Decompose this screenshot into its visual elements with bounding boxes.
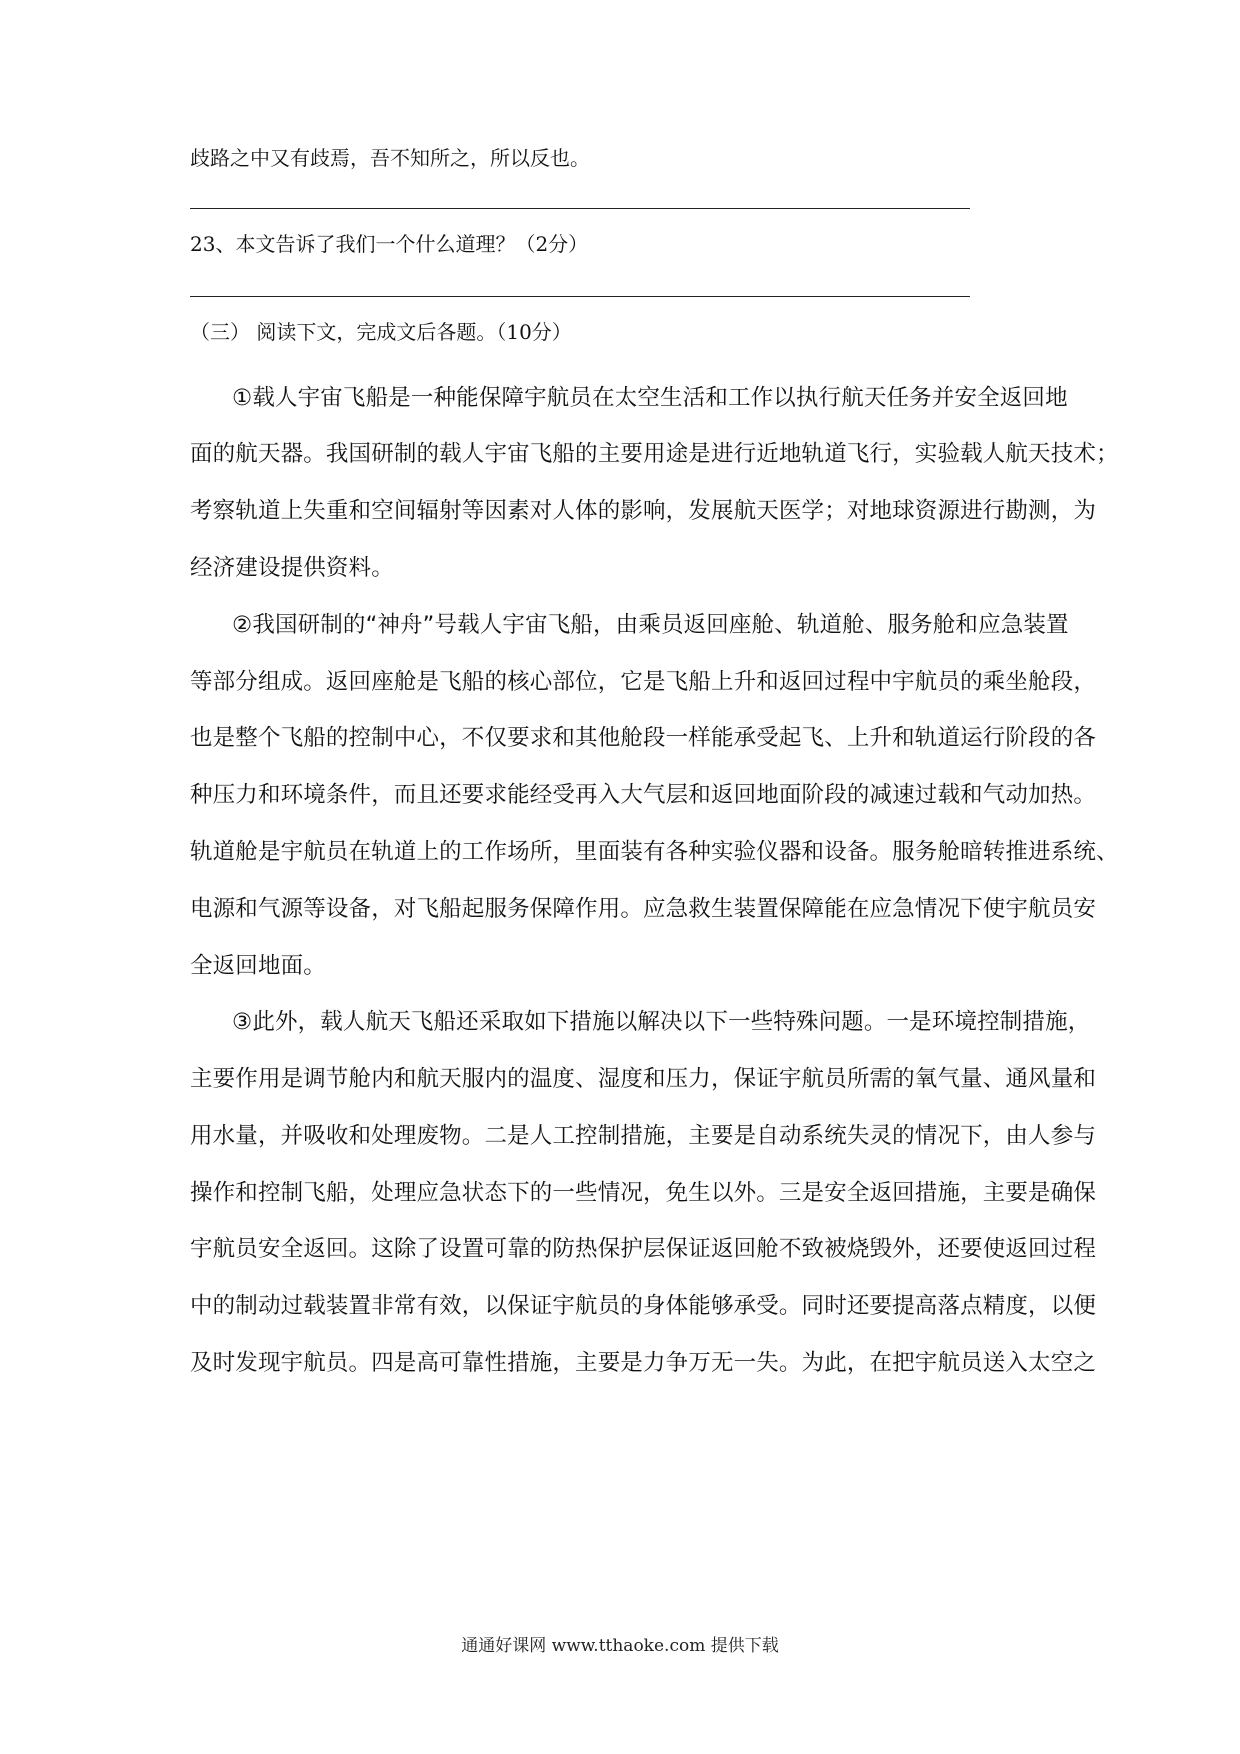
page-footer: 通通好课网 www.tthaoke.com 提供下载	[461, 1636, 779, 1656]
paragraph-1-line-4: 经济建设提供资料。	[190, 555, 394, 581]
paragraph-1-line-2: 面的航天器。我国研制的载人宇宙飞船的主要用途是进行近地轨道飞行，实验载人航天技术；	[190, 441, 1119, 467]
paragraph-3-line-5: 宇航员安全返回。这除了设置可靠的防热保护层保证返回舱不致被烧毁外，还要使返回过程	[190, 1236, 1097, 1262]
paragraph-2-line-1: ②我国研制的“神舟”号载人宇宙飞船，由乘员返回座舱、轨道舱、服务舱和应急装置	[232, 612, 1069, 638]
paragraph-1-line-1: ①载人宇宙飞船是一种能保障宇航员在太空生活和工作以执行航天任务并安全返回地	[232, 385, 1068, 411]
paragraph-2-line-6: 电源和气源等设备，对飞船起服务保障作用。应急救生装置保障能在应急情况下使宇航员安	[190, 896, 1097, 922]
paragraph-2-line-4: 种压力和环境条件，而且还要求能经受再入大气层和返回地面阶段的减速过载和气动加热。	[190, 782, 1097, 808]
paragraph-1-line-3: 考察轨道上失重和空间辐射等因素对人体的影响，发展航天医学；对地球资源进行勘测，为	[190, 498, 1097, 524]
question-23: 23、本文告诉了我们一个什么道理？（2分）	[190, 232, 589, 256]
paragraph-3-line-2: 主要作用是调节舱内和航天服内的温度、湿度和压力，保证宇航员所需的氧气量、通风量和	[190, 1066, 1097, 1092]
paragraph-3-line-4: 操作和控制飞船，处理应急状态下的一些情况，免生以外。三是安全返回措施，主要是确保	[190, 1180, 1097, 1206]
paragraph-3-line-1: ③此外，载人航天飞船还采取如下措施以解决以下一些特殊问题。一是环境控制措施，	[232, 1009, 1091, 1035]
answer-line-23	[190, 296, 970, 297]
section-3-heading: （三） 阅读下文，完成文后各题。（10分）	[190, 320, 572, 344]
paragraph-3-line-7: 及时发现宇航员。四是高可靠性措施，主要是力争万无一失。为此，在把宇航员送入太空之	[190, 1350, 1097, 1376]
paragraph-2-line-7: 全返回地面。	[190, 953, 326, 979]
paragraph-2-line-3: 也是整个飞船的控制中心，不仅要求和其他舱段一样能承受起飞、上升和轨道运行阶段的各	[190, 725, 1097, 751]
paragraph-3-line-6: 中的制动过载装置非常有效，以保证宇航员的身体能够承受。同时还要提高落点精度，以便	[190, 1293, 1097, 1319]
answer-line-22	[190, 208, 970, 209]
paragraph-3-line-3: 用水量，并吸收和处理废物。二是人工控制措施，主要是自动系统失灵的情况下，由人参与	[190, 1123, 1097, 1149]
paragraph-2-line-5: 轨道舱是宇航员在轨道上的工作场所，里面装有各种实验仪器和设备。服务舱暗转推进系统、	[190, 839, 1119, 865]
paragraph-2-line-2: 等部分组成。返回座舱是飞船的核心部位，它是飞船上升和返回过程中宇航员的乘坐舱段，	[190, 669, 1097, 695]
passage-end-line: 歧路之中又有歧焉，吾不知所之，所以反也。	[190, 146, 590, 170]
